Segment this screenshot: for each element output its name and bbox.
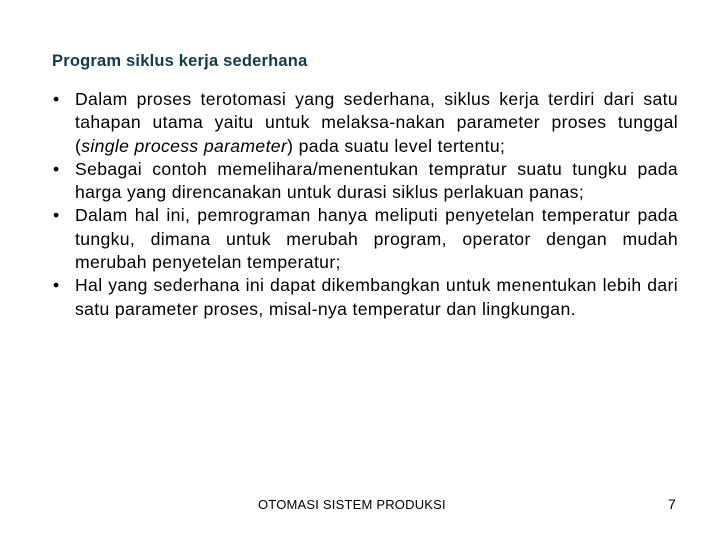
bullet-list [51, 88, 678, 321]
slide-title: Program siklus kerja sederhana [52, 52, 308, 70]
bullet-item-1 [51, 88, 678, 158]
bullet-item-2 [51, 158, 678, 205]
bullet-marker: • [53, 275, 60, 296]
bullet-marker: • [53, 158, 60, 179]
footer-label: OTOMASI SISTEM PRODUKSI [258, 497, 446, 512]
bullet-item-4 [51, 274, 678, 321]
bullet-marker: • [53, 205, 60, 226]
bullet-text-part: ) pada suatu level tertentu; [287, 135, 506, 156]
italic-term: single process parameter [81, 135, 288, 156]
page-number: 7 [668, 496, 676, 512]
bullet-text: Hal yang sederhana ini dapat dikembangkan untuk menentukan lebih dari satu parameter proses, misal-nya temperatur dan lingkungan. [75, 275, 678, 319]
bullet-marker: • [53, 89, 60, 109]
bullet-text: Sebagai contoh memelihara/menentukan tempratur suatu tungku pada harga yang direncanakan untuk durasi siklus perlakuan panas; [75, 158, 678, 203]
bullet-text-part: Dalam proses terotomasi yang sederhana, siklus kerja terdiri dari satu tahapan utama yaitu untuk melaksa-nakan parameter proses tunggal ( [75, 89, 678, 156]
bullet-text: Dalam hal ini, pemrograman hanya meliputi penyetelan temperatur pada tungku, dimana untuk merubah program, operator dengan mudah merubah penyetelan temperatur; [75, 205, 678, 273]
bullet-item-3 [51, 204, 678, 274]
